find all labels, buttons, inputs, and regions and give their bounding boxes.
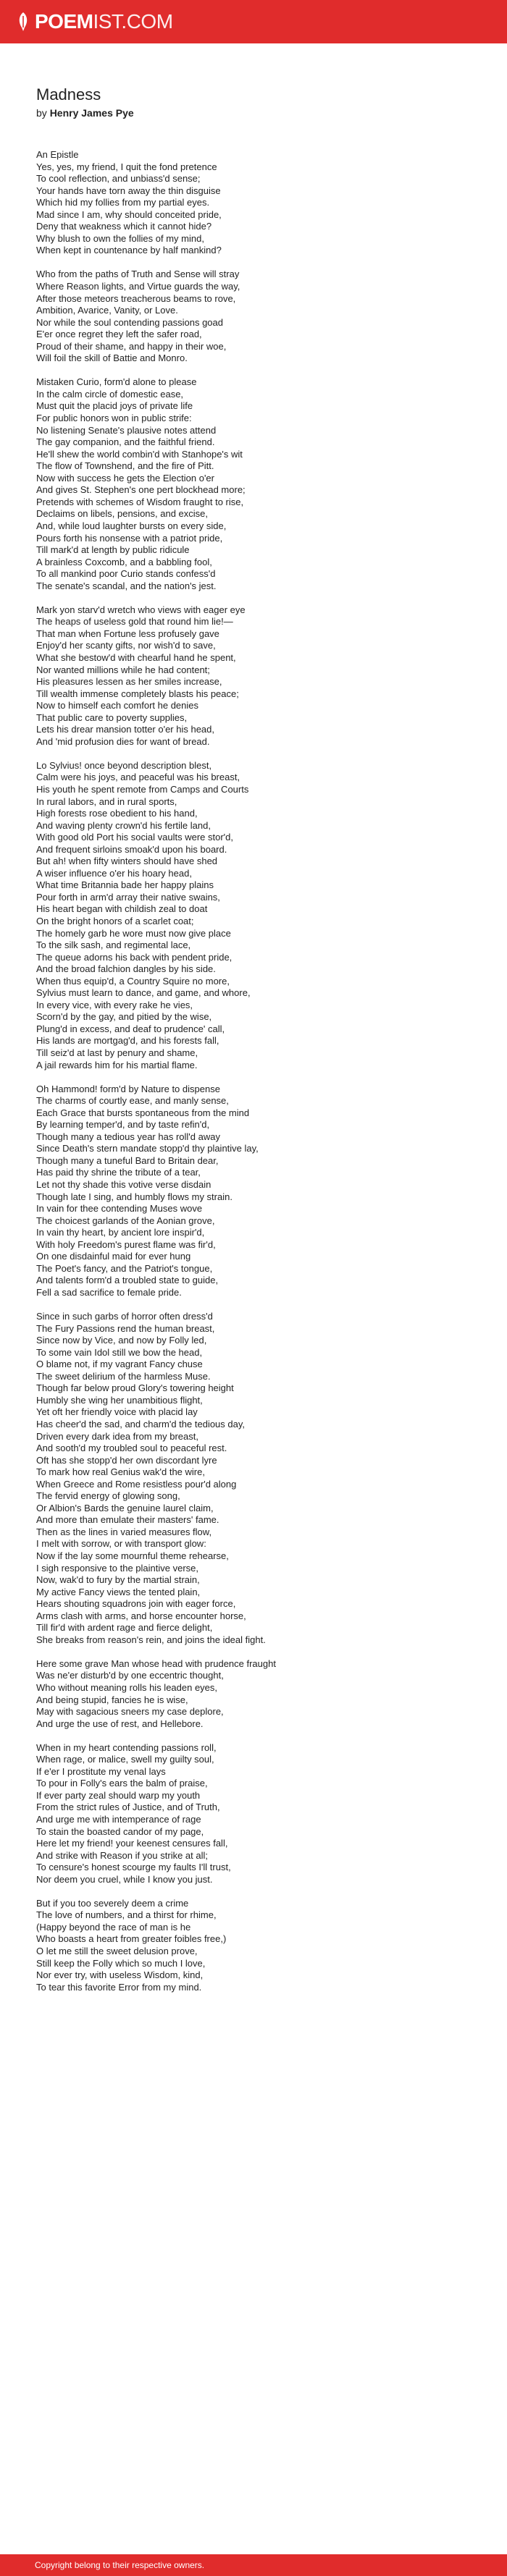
- poem-line: The Fury Passions rend the human breast,: [36, 1322, 215, 1334]
- poem-line: Since Death's stern mandate stopp'd thy plaintive lay,: [36, 1143, 259, 1154]
- poem-line: To pour in Folly's ears the balm of praise,: [36, 1778, 208, 1789]
- poem-line: The gay companion, and the faithful friend.: [36, 436, 215, 448]
- poem-stanza: [36, 1084, 478, 1299]
- poem-line: The Poet's fancy, and the Patriot's tongue,: [36, 1262, 213, 1274]
- logo-wordmark: [35, 12, 173, 32]
- logo-light: IST.COM: [93, 10, 173, 33]
- poem-line: Oft has she stopp'd her own discordant lyre: [36, 1454, 217, 1466]
- poem-line: Lets his drear mansion totter o'er his head,: [36, 724, 215, 735]
- poem-line: Though late I sing, and humbly flows my strain.: [36, 1191, 232, 1202]
- poem-line: Arms clash with arms, and horse encounter horse,: [36, 1610, 246, 1621]
- poem-stanza: [36, 269, 478, 364]
- poem-line: I melt with sorrow, or with transport glow:: [36, 1538, 206, 1550]
- poem-line: After those meteors treacherous beams to rove,: [36, 292, 236, 304]
- poem-line: Pour forth in arm'd array their native swains,: [36, 891, 220, 903]
- poem-line: He'll shew the world combin'd with Stanhope's wit: [36, 448, 243, 460]
- poem-line: Plung'd in excess, and deaf to prudence' call,: [36, 1023, 225, 1034]
- poem-line: A jail rewards him for his martial flame.: [36, 1059, 198, 1070]
- poem-line: And the broad falchion dangles by his side.: [36, 963, 216, 975]
- poem-line: Who from the paths of Truth and Sense will stray: [36, 269, 240, 280]
- author-link[interactable]: Henry James Pye: [49, 107, 134, 119]
- poem-line: An Epistle: [36, 149, 79, 160]
- poem-line: Till mark'd at length by public ridicule: [36, 544, 190, 556]
- poem-line: A wiser influence o'er his hoary head,: [36, 867, 192, 879]
- poem-line: Though many a tedious year has roll'd away: [36, 1131, 220, 1142]
- poem-body: [36, 149, 478, 1993]
- poem-line: That public care to poverty supplies,: [36, 711, 188, 723]
- poem-line: A brainless Coxcomb, and a babbling fool,: [36, 556, 212, 567]
- poem-line: Who boasts a heart from greater foibles free,): [36, 1933, 227, 1945]
- site-logo[interactable]: [16, 12, 173, 32]
- poem-line: When thus equip'd, a Country Squire no more,: [36, 975, 230, 987]
- poem-line: But ah! when fifty winters should have shed: [36, 856, 218, 867]
- poem-line: Though many a tuneful Bard to Britain dear,: [36, 1154, 219, 1166]
- poem-line: To the silk sash, and regimental lace,: [36, 939, 191, 951]
- poem-line: My active Fancy views the tented plain,: [36, 1586, 201, 1597]
- poem-line: Now, wak'd to fury by the martial strain,: [36, 1574, 200, 1586]
- poem-line: Yet oft her friendly voice with placid lay: [36, 1406, 198, 1418]
- quill-icon: [16, 12, 30, 32]
- poem-line: His heart began with childish zeal to doat: [36, 903, 208, 915]
- poem-line: What she bestow'd with chearful hand he spent,: [36, 651, 236, 663]
- poem-line: Fell a sad sacrifice to female pride.: [36, 1286, 182, 1298]
- byline: [36, 106, 478, 120]
- poem-line: Here let my friend! your keenest censures fall,: [36, 1838, 228, 1849]
- poem-line: The choicest garlands of the Aonian grove,: [36, 1215, 215, 1226]
- poem-line: The senate's scandal, and the nation's jest.: [36, 580, 217, 591]
- poem-line: Proud of their shame, and happy in their woe,: [36, 340, 227, 352]
- poem-line: From the strict rules of Justice, and of Truth,: [36, 1802, 220, 1813]
- poem-line: Will foil the skill of Battie and Monro.: [36, 352, 188, 364]
- poem-line: And frequent sirloins smoak'd upon his board.: [36, 843, 227, 855]
- poem-line: Lo Sylvius! once beyond description blest,: [36, 759, 212, 771]
- poem-line: His pleasures lessen as her smiles increase,: [36, 676, 222, 688]
- poem-line: The heaps of useless gold that round him lie!—: [36, 616, 233, 628]
- poem-line: Oh Hammond! form'd by Nature to dispense: [36, 1083, 220, 1094]
- poem-line: Nor ever try, with useless Wisdom, kind,: [36, 1969, 204, 1981]
- poem-line: His lands are mortgag'd, and his forests fall,: [36, 1035, 219, 1047]
- poem-line: And, while loud laughter bursts on every side,: [36, 520, 227, 531]
- poem-line: Mad since I am, why should conceited pride,: [36, 208, 222, 220]
- poem-line: O let me still the sweet delusion prove,: [36, 1946, 198, 1957]
- poem-line: And more than emulate their masters' fame.: [36, 1514, 219, 1526]
- poem-line: And 'mid profusion dies for want of bread.: [36, 735, 210, 747]
- poem-line: (Happy beyond the race of man is he: [36, 1921, 191, 1933]
- poem-line: Which hid my follies from my partial eyes.: [36, 197, 210, 208]
- poem-line: The queue adorns his back with pendent pride,: [36, 951, 232, 963]
- poem-line: Since in such garbs of horror often dress'd: [36, 1311, 213, 1322]
- poem-line: Deny that weakness which it cannot hide?: [36, 221, 212, 232]
- poem-line: Yes, yes, my friend, I quit the fond pretence: [36, 161, 217, 172]
- site-header: [0, 0, 507, 43]
- poem-line: Mark yon starv'd wretch who views with eager eye: [36, 604, 246, 615]
- poem-line: Nor deem you cruel, while I know you just.: [36, 1873, 213, 1885]
- poem-line: And sooth'd my troubled soul to peaceful rest.: [36, 1443, 227, 1454]
- poem-line: To tear this favorite Error from my mind.: [36, 1981, 202, 1993]
- poem-line: O blame not, if my vagrant Fancy chuse: [36, 1359, 203, 1370]
- poem-line: The homely garb he wore must now give place: [36, 927, 231, 939]
- poem-line: Has paid thy shrine the tribute of a tear,: [36, 1167, 201, 1178]
- poem-line: When Greece and Rome resistless pour'd along: [36, 1478, 237, 1490]
- poem-line: And strike with Reason if you strike at all;: [36, 1849, 208, 1861]
- poem-line: Till wealth immense completely blasts his peace;: [36, 688, 239, 699]
- poem-stanza: [36, 1658, 478, 1730]
- poem-line: Was ne'er disturb'd by one eccentric thought,: [36, 1670, 224, 1681]
- poem-line: Nor wanted millions while he had content;: [36, 664, 210, 675]
- poem-line: In vain thy heart, by ancient lore inspir'd,: [36, 1227, 205, 1238]
- poem-line: No listening Senate's plausive notes attend: [36, 424, 217, 436]
- poem-line: Where Reason lights, and Virtue guards the way,: [36, 281, 240, 292]
- poem-line: In rural labors, and in rural sports,: [36, 795, 177, 807]
- poem-stanza: [36, 1742, 478, 1886]
- byline-prefix: by: [36, 107, 47, 119]
- poem-line: Pours forth his nonsense with a patriot pride,: [36, 532, 223, 544]
- poem-line: On the bright honors of a scarlet coat;: [36, 916, 194, 926]
- poem-stanza: [36, 604, 478, 748]
- poem-line: Or Albion's Bards the genuine laurel claim,: [36, 1502, 214, 1513]
- site-footer: [0, 2554, 507, 2576]
- poem-line: Though far below proud Glory's towering height: [36, 1382, 234, 1394]
- poem-line: Here some grave Man whose head with prudence fraught: [36, 1657, 276, 1669]
- logo-bold: POEM: [35, 10, 93, 33]
- poem-line: If e'er I prostitute my venal lays: [36, 1765, 166, 1777]
- poem-line: What time Britannia bade her happy plains: [36, 879, 214, 891]
- poem-line: To mark how real Genius wak'd the wire,: [36, 1466, 205, 1478]
- poem-line: The fervid energy of glowing song,: [36, 1490, 180, 1502]
- poem-line: Pretends with schemes of Wisdom fraught to rise,: [36, 496, 244, 507]
- poem-line: Now to himself each comfort he denies: [36, 700, 198, 711]
- poem-line: Enjoy'd her scanty gifts, nor wish'd to save,: [36, 640, 216, 651]
- poem-line: Scorn'd by the gay, and pitied by the wise,: [36, 1011, 212, 1023]
- poem-line: I sigh responsive to the plaintive verse,: [36, 1562, 199, 1574]
- poem-line: Now with success he gets the Election o'er: [36, 472, 214, 483]
- poem-line: In vain for thee contending Muses wove: [36, 1203, 203, 1215]
- poem-line: Now if the lay some mournful theme rehearse,: [36, 1550, 229, 1561]
- poem-line: Who without meaning rolls his leaden eyes,: [36, 1682, 218, 1693]
- poem-line: By learning temper'd, and by taste refin'd,: [36, 1119, 210, 1131]
- poem-line: If ever party zeal should warp my youth: [36, 1789, 201, 1801]
- poem-line: Calm were his joys, and peaceful was his breast,: [36, 772, 240, 783]
- poem-line: To stain the boasted candor of my page,: [36, 1825, 204, 1837]
- copyright-text: Copyright belong to their respective owners.: [35, 2560, 205, 2570]
- poem-line: Sylvius must learn to dance, and game, and whore,: [36, 987, 251, 999]
- poem-line: Then as the lines in varied measures flow,: [36, 1526, 212, 1537]
- poem-line: Hears shouting squadrons join with eager force,: [36, 1598, 236, 1610]
- poem-stanza: [36, 149, 478, 257]
- poem-line: Ambition, Avarice, Vanity, or Love.: [36, 305, 178, 316]
- poem-line: Nor while the soul contending passions goad: [36, 316, 224, 328]
- poem-line: To censure's honest scourge my faults I'll trust,: [36, 1862, 231, 1873]
- poem-line: Declaims on libels, pensions, and excise,: [36, 508, 209, 520]
- poem-line: In every vice, with every rake he vies,: [36, 999, 193, 1010]
- poem-line: And gives St. Stephen's one pert blockhead more;: [36, 484, 246, 496]
- poem-line: To some vain Idol still we bow the head,: [36, 1346, 203, 1358]
- poem-line: Still keep the Folly which so much I love,: [36, 1957, 206, 1969]
- poem-line: Your hands have torn away the thin disguise: [36, 185, 221, 196]
- poem-line: For public honors won in public strife:: [36, 413, 192, 424]
- poem-line: Driven every dark idea from my breast,: [36, 1430, 198, 1442]
- poem-line: Since now by Vice, and now by Folly led,: [36, 1335, 207, 1346]
- poem-line: E'er once regret they left the safer road,: [36, 329, 202, 340]
- poem-content: [36, 85, 478, 2006]
- poem-line: The love of numbers, and a thirst for rhime,: [36, 1909, 217, 1921]
- poem-line: Has cheer'd the sad, and charm'd the tedious day,: [36, 1418, 246, 1430]
- poem-line: Why blush to own the follies of my mind,: [36, 232, 204, 244]
- poem-line: His youth he spent remote from Camps and Courts: [36, 783, 249, 795]
- poem-line: To cool reflection, and unbiass'd sense;: [36, 173, 201, 185]
- poem-line: May with sagacious sneers my case deplore,: [36, 1706, 224, 1718]
- poem-line: On one disdainful maid for ever hung: [36, 1251, 191, 1262]
- poem-line: And talents form'd a troubled state to guide,: [36, 1275, 219, 1286]
- poem-line: Till fir'd with ardent rage and fierce delight,: [36, 1622, 213, 1634]
- poem-stanza: [36, 1311, 478, 1646]
- poem-line: With good old Port his social vaults were stor'd,: [36, 832, 233, 843]
- poem-line: To all mankind poor Curio stands confess'd: [36, 568, 216, 580]
- poem-line: Till seiz'd at last by penury and shame,: [36, 1047, 198, 1059]
- poem-line: Must quit the placid joys of private life: [36, 400, 193, 412]
- poem-line: That man when Fortune less profusely gave: [36, 628, 219, 639]
- poem-line: When rage, or malice, swell my guilty soul,: [36, 1754, 214, 1765]
- poem-line: And waving plenty crown'd his fertile land,: [36, 819, 211, 831]
- poem-line: Each Grace that bursts spontaneous from the mind: [36, 1107, 250, 1118]
- poem-line: In the calm circle of domestic ease,: [36, 388, 184, 400]
- poem-line: Mistaken Curio, form'd alone to please: [36, 376, 197, 388]
- poem-title: Madness: [36, 85, 101, 104]
- poem-line: And urge me with intemperance of rage: [36, 1814, 201, 1825]
- poem-line: The flow of Townshend, and the fire of Pitt.: [36, 460, 214, 472]
- poem-line: The sweet delirium of the harmless Muse.: [36, 1370, 211, 1382]
- poem-stanza: [36, 376, 478, 592]
- poem-line: When kept in countenance by half mankind?: [36, 245, 222, 256]
- poem-stanza: [36, 1898, 478, 1993]
- poem-line: Let not thy shade this votive verse disdain: [36, 1179, 211, 1191]
- poem-line: She breaks from reason's rein, and joins the ideal fight.: [36, 1634, 266, 1645]
- poem-line: Humbly she wing her unambitious flight,: [36, 1394, 203, 1406]
- poem-line: The charms of courtly ease, and manly sense,: [36, 1095, 229, 1107]
- poem-line: High forests rose obedient to his hand,: [36, 808, 198, 819]
- poem-line: When in my heart contending passions roll,: [36, 1741, 217, 1753]
- poem-line: And being stupid, fancies he is wise,: [36, 1694, 188, 1705]
- poem-stanza: [36, 760, 478, 1071]
- poem-line: And urge the use of rest, and Hellebore.: [36, 1718, 204, 1729]
- poem-line: With holy Freedom's purest flame was fir'd,: [36, 1238, 216, 1250]
- poem-line: But if you too severely deem a crime: [36, 1897, 189, 1909]
